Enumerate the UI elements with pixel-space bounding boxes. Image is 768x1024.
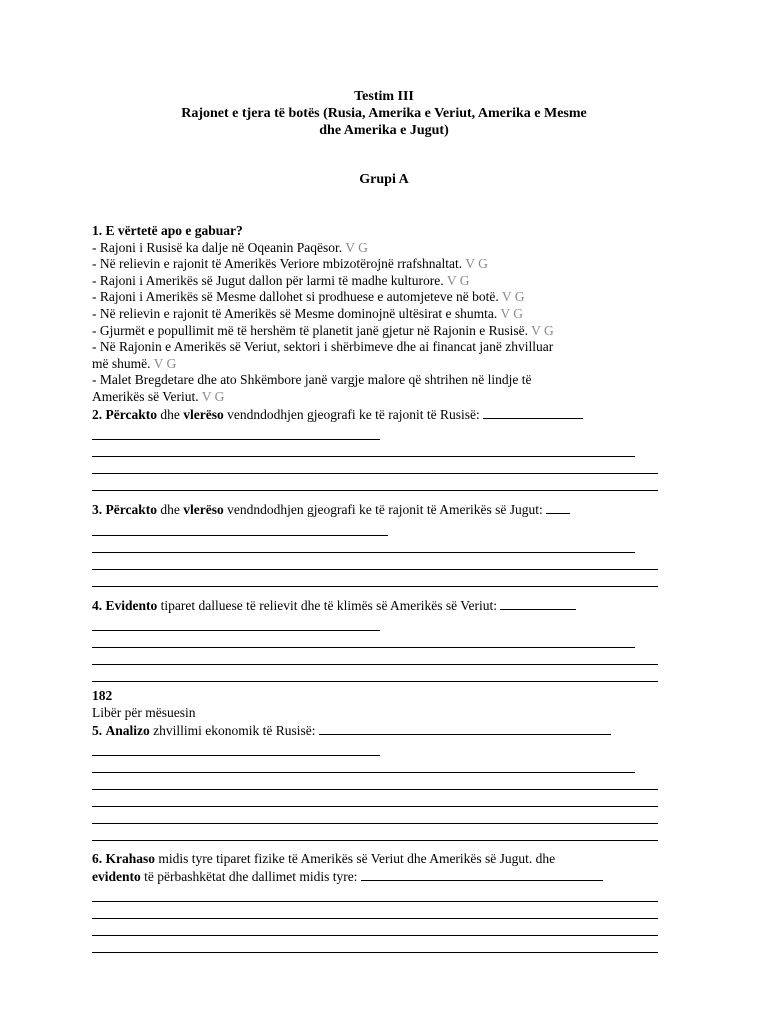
answer-line[interactable] <box>92 739 380 756</box>
answer-line[interactable] <box>92 553 658 570</box>
test-subtitle-line2: dhe Amerika e Jugut) <box>319 123 449 138</box>
group-label: Grupi A <box>359 172 409 187</box>
true-false-options[interactable]: V G <box>500 305 524 321</box>
answer-line[interactable] <box>92 919 658 936</box>
q1-statement: - Në relievin e rajonit të Amerikës Veriore mbizotërojnë rrafshnaltat. V G <box>92 256 488 272</box>
q1-statement: - Malet Bregdetare dhe ato Shkëmbore janë vargje malore që shtrihen në lindje të <box>92 372 532 388</box>
answer-line[interactable] <box>92 902 658 919</box>
q1-statement: - Rajoni i Rusisë ka dalje në Oqeanin Paqësor. V G <box>92 239 368 255</box>
true-false-options[interactable]: V G <box>345 239 368 255</box>
answer-line[interactable] <box>92 519 388 536</box>
true-false-options[interactable]: V G <box>501 289 525 305</box>
q1-statement: - Gjurmët e popullimit më të hershëm të planetit janë gjetur në Rajonin e Rusisë. V G <box>92 322 554 338</box>
q1-statement: - Në Rajonin e Amerikës së Veriut, sektori i shërbimeve dhe ai financat janë zhvilluar <box>92 339 554 355</box>
q6-prompt: 6. Krahaso midis tyre tiparet fizike të Amerikës së Veriut dhe Amerikës së Jugut. dhe <box>92 851 556 867</box>
test-title: Testim III <box>354 89 414 104</box>
answer-line[interactable] <box>92 936 658 953</box>
q1-statement: - Rajoni i Amerikës së Mesme dallohet si prodhuese e automjeteve në botë. V G <box>92 289 525 305</box>
test-header <box>0 88 768 139</box>
test-subtitle-line1: Rajonet e tjera të botës (Rusia, Amerika e Veriut, Amerika e Mesme <box>181 106 587 121</box>
q1-statement: - Në relievin e rajonit të Amerikës së Mesme dominojnë ultësirat e shumta. V G <box>92 305 524 321</box>
answer-line[interactable] <box>92 457 658 474</box>
answer-line[interactable] <box>483 406 583 419</box>
answer-line[interactable] <box>92 648 658 665</box>
q6-prompt-cont: evidento të përbashkëtat dhe dallimet midis tyre: <box>92 868 662 886</box>
answer-line[interactable] <box>500 597 576 610</box>
q3-prompt: 3. Përcakto dhe vlerëso vendndodhjen gjeografi ke të rajonit të Amerikës së Jugut: <box>92 501 662 519</box>
q2-prompt: 2. Përcakto dhe vlerëso vendndodhjen gjeografi ke të rajonit të Rusisë: <box>92 406 662 424</box>
true-false-options[interactable]: V G <box>465 256 488 272</box>
answer-line[interactable] <box>92 631 635 648</box>
answer-line[interactable] <box>92 807 658 824</box>
true-false-options[interactable]: V G <box>531 322 554 338</box>
true-false-options[interactable]: V G <box>153 355 177 371</box>
q1-statement: Amerikës së Veriut. V G <box>92 388 225 404</box>
page-number: 182 <box>92 688 113 704</box>
questions <box>92 223 662 953</box>
answer-line[interactable] <box>92 756 635 773</box>
q1-statement: - Rajoni i Amerikës së Jugut dallon për larmi të madhe kulturore. V G <box>92 272 470 288</box>
q5-prompt: 5. Analizo zhvillimi ekonomik të Rusisë: <box>92 722 662 740</box>
answer-line[interactable] <box>92 423 380 440</box>
true-false-options[interactable]: V G <box>201 388 225 404</box>
book-label: Libër për mësuesin <box>92 704 196 720</box>
answer-line[interactable] <box>92 665 658 682</box>
answer-line[interactable] <box>319 722 611 735</box>
answer-line[interactable] <box>92 536 635 553</box>
true-false-options[interactable]: V G <box>446 272 470 288</box>
answer-line[interactable] <box>361 868 603 881</box>
answer-line[interactable] <box>92 790 658 807</box>
answer-line[interactable] <box>92 474 658 491</box>
q4-prompt: 4. Evidento tiparet dalluese të relievit dhe të klimës së Amerikës së Veriut: <box>92 597 662 615</box>
answer-line[interactable] <box>92 773 658 790</box>
q1-statement: më shumë. V G <box>92 355 177 371</box>
answer-line[interactable] <box>92 824 658 841</box>
answer-line[interactable] <box>92 570 658 587</box>
q1-title: 1. E vërtetë apo e gabuar? <box>92 223 243 238</box>
answer-line[interactable] <box>546 501 570 514</box>
answer-line[interactable] <box>92 614 380 631</box>
answer-line[interactable] <box>92 885 658 902</box>
answer-line[interactable] <box>92 440 635 457</box>
